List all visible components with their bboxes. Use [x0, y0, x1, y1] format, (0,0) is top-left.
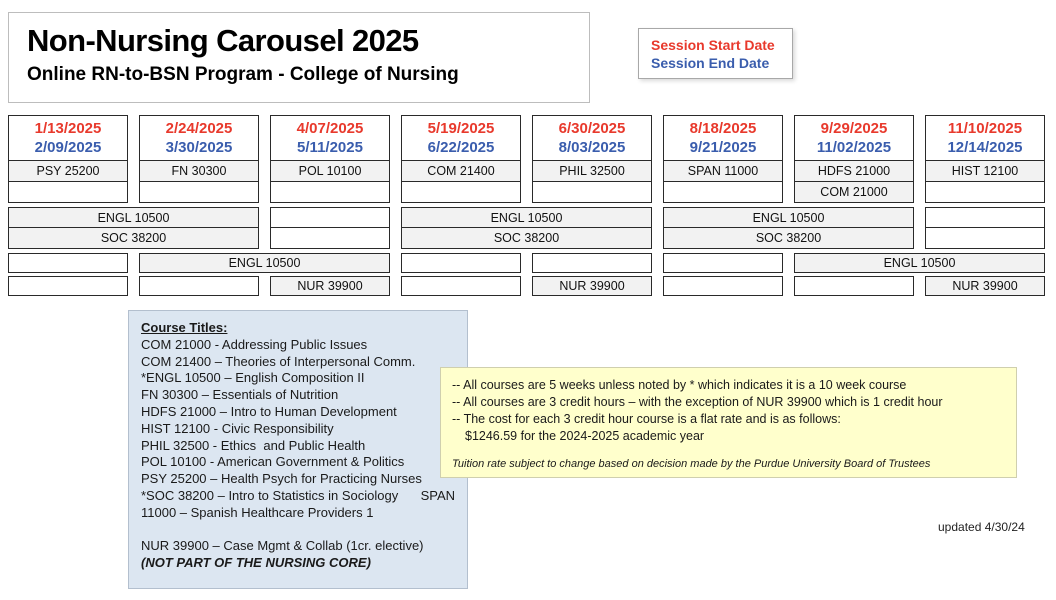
empty-cell — [270, 207, 390, 228]
session-column-header — [8, 115, 128, 161]
empty-cell — [663, 253, 783, 273]
course-title-item: FN 30300 – Essentials of Nutrition — [141, 387, 339, 403]
session-end-date: 3/30/2025 — [165, 139, 233, 156]
empty-cell — [139, 276, 259, 296]
course-cell: COM 21400 — [401, 161, 521, 182]
empty-cell — [401, 276, 521, 296]
course-titles-panel — [128, 310, 468, 589]
course-cell: PHIL 32500 — [532, 161, 652, 182]
updated-date: updated 4/30/24 — [938, 520, 1025, 534]
session-start-date: 6/30/2025 — [558, 120, 626, 137]
course-title-item: HDFS 21000 – Intro to Human Development — [141, 403, 397, 419]
course-cell: NUR 39900 — [532, 276, 652, 296]
empty-cell — [663, 182, 783, 203]
session-column-header — [925, 115, 1045, 161]
course-cell: FN 30300 — [139, 161, 259, 182]
empty-cell — [401, 253, 521, 273]
empty-cell — [8, 182, 128, 203]
course-title-item: 11000 – Spanish Healthcare Providers 1 — [141, 504, 374, 520]
empty-cell — [794, 276, 914, 296]
nur-course-note — [141, 537, 455, 571]
span-course-prefix: SPAN — [420, 487, 455, 503]
notes-panel — [440, 367, 1017, 478]
session-end-date: 5/11/2025 — [297, 139, 363, 156]
legend-box — [638, 28, 793, 79]
tuition-disclaimer: Tuition rate subject to change based on decision made by the Purdue University Board of Trustees — [452, 458, 931, 470]
course-span-cell: ENGL 10500 — [139, 253, 390, 273]
course-titles-heading: Course Titles: — [141, 320, 228, 335]
course-title-item: *ENGL 10500 – English Composition II — [141, 370, 365, 386]
session-column-header — [663, 115, 783, 161]
session-end-date: 9/21/2025 — [689, 139, 757, 156]
course-span-cell: ENGL 10500 — [8, 207, 259, 228]
note-line: $1246.59 for the 2024-2025 academic year — [465, 429, 705, 443]
empty-cell — [270, 228, 390, 249]
nur-course-warning: (NOT PART OF THE NURSING CORE) — [141, 554, 371, 570]
empty-cell — [663, 276, 783, 296]
session-column-header — [139, 115, 259, 161]
session-column-header — [270, 115, 390, 161]
session-end-date: 6/22/2025 — [427, 139, 495, 156]
legend-session-end-label: Session End Date — [651, 55, 770, 71]
course-title-item: COM 21000 - Addressing Public Issues — [141, 336, 368, 352]
course-span-cell: SOC 38200 — [663, 228, 914, 249]
session-start-date: 2/24/2025 — [165, 120, 233, 137]
course-span-cell: SOC 38200 — [8, 228, 259, 249]
course-cell: HIST 12100 — [925, 161, 1045, 182]
legend-session-start-label: Session Start Date — [651, 37, 775, 53]
course-cell: NUR 39900 — [270, 276, 390, 296]
title-box — [8, 12, 590, 103]
empty-cell — [532, 182, 652, 203]
course-cell: PSY 25200 — [8, 161, 128, 182]
empty-cell — [270, 182, 390, 203]
course-title-item: PSY 25200 – Health Psych for Practicing Nurses — [141, 471, 422, 487]
session-column-header — [794, 115, 914, 161]
note-line: -- All courses are 3 credit hours – with the exception of NUR 39900 which is 1 credit hour — [452, 395, 943, 409]
soc-course-label: *SOC 38200 – Intro to Statistics in Sociology — [141, 487, 399, 503]
session-end-date: 11/02/2025 — [816, 139, 892, 156]
course-cell: POL 10100 — [270, 161, 390, 182]
session-start-date: 1/13/2025 — [34, 120, 102, 137]
session-start-date: 9/29/2025 — [820, 120, 888, 137]
session-column-header — [532, 115, 652, 161]
empty-cell — [925, 182, 1045, 203]
session-end-date: 2/09/2025 — [34, 139, 102, 156]
course-cell: SPAN 11000 — [663, 161, 783, 182]
course-title-item — [141, 488, 455, 505]
note-line: -- All courses are 5 weeks unless noted by * which indicates it is a 10 week course — [452, 378, 907, 392]
empty-cell — [8, 276, 128, 296]
schedule-table — [8, 115, 1045, 296]
page-subtitle: Online RN-to-BSN Program - College of Nursing — [27, 64, 459, 85]
session-start-date: 11/10/2025 — [947, 120, 1023, 137]
empty-cell — [925, 207, 1045, 228]
course-span-cell: ENGL 10500 — [794, 253, 1045, 273]
course-span-cell: ENGL 10500 — [663, 207, 914, 228]
nur-course-label: NUR 39900 – Case Mgmt & Collab (1cr. elective) — [141, 537, 424, 553]
course-span-cell: SOC 38200 — [401, 228, 652, 249]
empty-cell — [532, 253, 652, 273]
course-cell: COM 21000 — [794, 182, 914, 203]
empty-cell — [925, 228, 1045, 249]
course-title-item: HIST 12100 - Civic Responsibility — [141, 420, 334, 436]
note-line: -- The cost for each 3 credit hour course is a flat rate and is as follows: — [452, 412, 841, 426]
session-end-date: 8/03/2025 — [558, 139, 626, 156]
session-start-date: 4/07/2025 — [296, 120, 364, 137]
course-cell: NUR 39900 — [925, 276, 1045, 296]
session-end-date: 12/14/2025 — [947, 139, 1023, 156]
course-cell: HDFS 21000 — [794, 161, 914, 182]
empty-cell — [139, 182, 259, 203]
page-title: Non-Nursing Carousel 2025 — [27, 23, 419, 58]
session-start-date: 5/19/2025 — [427, 120, 495, 137]
session-start-date: 8/18/2025 — [689, 120, 757, 137]
session-column-header — [401, 115, 521, 161]
empty-cell — [401, 182, 521, 203]
course-title-item: COM 21400 – Theories of Interpersonal Comm. — [141, 353, 416, 369]
course-title-item: POL 10100 - American Government & Politics — [141, 454, 405, 470]
empty-cell — [8, 253, 128, 273]
course-span-cell: ENGL 10500 — [401, 207, 652, 228]
course-title-item: PHIL 32500 - Ethics and Public Health — [141, 437, 366, 453]
